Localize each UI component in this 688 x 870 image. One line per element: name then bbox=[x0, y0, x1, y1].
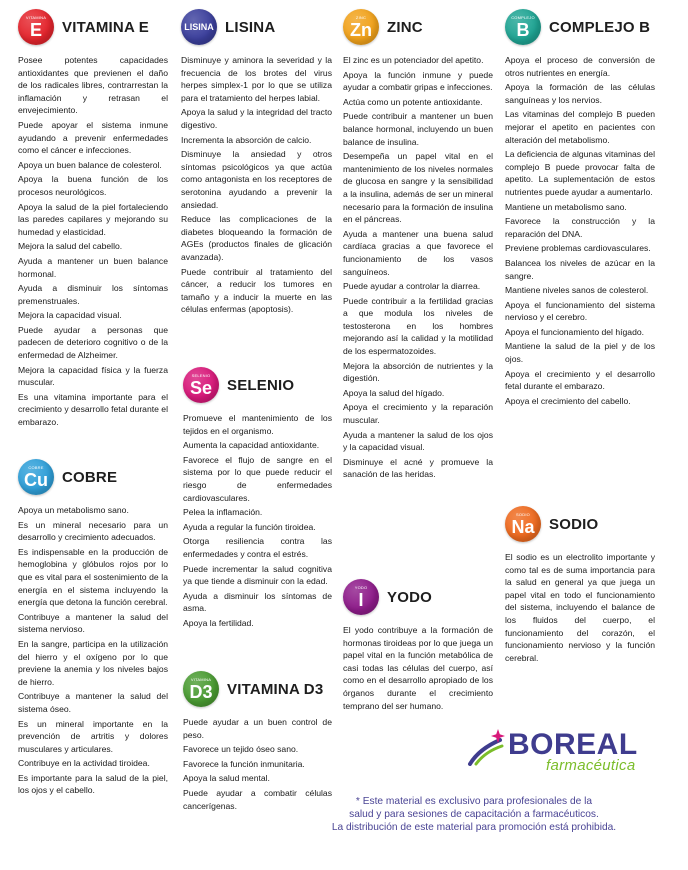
benefit-item: Apoya el funcionamiento del sistema nervioso y el cerebro. bbox=[505, 299, 655, 323]
vitamina-e-badge-icon bbox=[18, 9, 54, 45]
complejo-b-badge-symbol: B bbox=[516, 19, 530, 40]
disclaimer-line-3: La distribución de este material para promoción está prohibida. bbox=[331, 822, 617, 833]
benefit-item: Puede ayudar a personas que padecen de deterioro cognitivo o de la enfermedad de Alzheimer. bbox=[18, 324, 168, 361]
vitamina-d3-badge-symbol: D3 bbox=[189, 681, 213, 702]
section-vitamina-d3 bbox=[183, 670, 332, 814]
benefit-item: Apoya la fertilidad. bbox=[183, 617, 254, 628]
section-lisina bbox=[181, 8, 332, 318]
lisina-title: LISINA bbox=[225, 18, 276, 36]
complejo-b-badge-caption: COMPLEJO bbox=[511, 14, 535, 20]
benefit-item: Puede ayudar a controlar la diarrea. bbox=[343, 281, 481, 292]
lisina-badge-icon bbox=[181, 9, 217, 45]
lisina-badge-symbol: LISINA bbox=[184, 22, 214, 32]
benefit-item: Desempeña un papel vital en el mantenimiento de los niveles normales de glucosa en sangre y la sensibilidad a la insulina, además de ser un mineral necesario para la formación de insulina en el páncreas. bbox=[343, 151, 493, 225]
benefit-item: El yodo contribuye a la formación de hormonas tiroideas por lo que juega un papel vital en la función metabólica de casi todas las células del cuerpo, así como en el desarrollo apropiado de los órganos durante el crecimiento temprano del ser humano. bbox=[343, 625, 493, 711]
cobre-header bbox=[18, 458, 168, 496]
benefit-item: Apoya la buena función de los procesos neurológicos. bbox=[18, 174, 168, 197]
section-complejo-b bbox=[505, 8, 655, 409]
benefit-item: Puede contribuir a mantener un buen balance hormonal, incluyendo un buen balance de insulina. bbox=[343, 111, 493, 147]
sodio-badge-symbol: Na bbox=[511, 516, 535, 537]
yodo-benefits-list bbox=[343, 624, 493, 712]
benefit-item: Ayuda a mantener una buena salud cardíaca gracias a que favorece el funcionamiento de los vasos sanguíneos. bbox=[343, 228, 493, 277]
lisina-benefits-list bbox=[181, 54, 332, 316]
vitamina-e-title: VITAMINA E bbox=[62, 18, 149, 36]
sodio-badge-caption: SODIO bbox=[516, 511, 530, 517]
benefit-item: Puede apoyar el sistema inmune ayudando a prevenir enfermedades como el cáncer e infecciones. bbox=[18, 119, 168, 156]
benefit-item: Mejora la salud del cabello. bbox=[18, 241, 123, 252]
benefit-item: Puede contribuir a la fertilidad gracias a que modula los niveles de testosterona en los hombres mejorando así la calidad y la motilidad de los espermatozoides. bbox=[343, 295, 493, 357]
benefit-item: Ayuda a regular la función tiroidea. bbox=[183, 521, 316, 532]
benefit-item: Mejora la capacidad visual. bbox=[18, 310, 122, 321]
brand-name: BOREAL bbox=[508, 728, 638, 761]
boreal-logo bbox=[466, 726, 656, 776]
selenio-badge-symbol: Se bbox=[189, 377, 213, 398]
benefit-item: Contribuye en la actividad tiroidea. bbox=[18, 758, 150, 769]
benefit-item: Favorece un tejido óseo sano. bbox=[183, 744, 299, 755]
benefit-item: Ayuda a disminuir los síntomas de asma. bbox=[183, 590, 332, 614]
selenio-badge-caption: SELENIO bbox=[191, 372, 211, 378]
yodo-badge-symbol: I bbox=[358, 589, 364, 610]
benefit-item: La deficiencia de algunas vitaminas del complejo B puede provocar falta de apetito. La suplementación de estos nutrientes puede ayudar a aumentarlo. bbox=[505, 149, 655, 197]
benefit-item: Apoya la salud mental. bbox=[183, 773, 270, 784]
section-yodo bbox=[343, 578, 493, 714]
cobre-badge-caption: COBRE bbox=[28, 464, 44, 470]
section-vitamina-e bbox=[18, 8, 168, 431]
benefit-item: Es un mineral necesario para un desarrollo y crecimiento adecuados. bbox=[18, 519, 168, 543]
benefit-item: Ayuda a mantener un buen balance hormonal. bbox=[18, 255, 168, 279]
benefit-item: Puede incrementar la salud cognitiva ya que tiende a disminuir con la edad. bbox=[183, 563, 332, 587]
benefit-item: Favorece la función inmunitaria. bbox=[183, 758, 305, 769]
vitamina-e-benefits-list bbox=[18, 54, 168, 429]
vitamina-d3-badge-caption: VITAMINA bbox=[190, 676, 212, 682]
complejo-b-title: COMPLEJO B bbox=[549, 18, 651, 36]
yodo-badge-icon bbox=[343, 579, 379, 615]
benefit-item: Apoya un buen balance de colesterol. bbox=[18, 159, 162, 170]
benefit-item: Mantiene un metabolismo sano. bbox=[505, 201, 627, 212]
cobre-title: COBRE bbox=[62, 468, 118, 486]
benefit-item: Apoya el crecimiento y la reparación muscular. bbox=[343, 402, 493, 426]
benefit-item: En la sangre, participa en la utilización del hierro y el oxígeno por lo que previene la anemia y los niveles bajos de hierro. bbox=[18, 638, 168, 687]
benefit-item: Es importante para la salud de la piel, los ojos y el cabello. bbox=[18, 772, 168, 796]
benefit-item: Apoya la salud de la piel fortaleciendo las paredes capilares y mejorando su humedad y elasticidad. bbox=[18, 201, 168, 237]
benefit-item: Ayuda a mantener la salud de los ojos y la capacidad visual. bbox=[343, 429, 493, 453]
benefit-item: Disminuye el acné y promueve la sanación de las heridas. bbox=[343, 456, 493, 480]
yodo-title: YODO bbox=[387, 588, 432, 606]
selenio-header bbox=[183, 366, 332, 404]
zinc-header bbox=[343, 8, 493, 46]
vitamina-d3-header bbox=[183, 670, 332, 708]
disclaimer-line-2: salud y para sesiones de capacitación a farmacéuticos. bbox=[349, 809, 599, 820]
benefit-item: Reduce las complicaciones de la diabetes bloqueando la formación de AGEs (productos finales de glicación avanzada). bbox=[181, 214, 332, 262]
benefit-item: Ayuda a disminuir los síntomas premenstruales. bbox=[18, 283, 168, 306]
cobre-badge-icon bbox=[18, 459, 54, 495]
zinc-badge-icon bbox=[343, 9, 379, 45]
sodio-benefits-list bbox=[505, 551, 655, 664]
boreal-star-icon bbox=[466, 728, 510, 766]
benefit-item: El sodio es un electrolito importante y como tal es de suma importancia para la salud en general ya que juega un papel vital en todo el funcionamiento del sistema, incluyendo el balance de los fluidos del cuerpo, el funcionamiento del corazón, el funcionamiento nervioso y la función cerebral. bbox=[505, 552, 655, 663]
cobre-badge-symbol: Cu bbox=[24, 469, 48, 490]
benefit-item: Puede ayudar a combatir células cancerígenas. bbox=[183, 787, 332, 811]
vitamina-e-header bbox=[18, 8, 168, 46]
vitamina-e-badge-symbol: E bbox=[29, 19, 42, 40]
benefit-item: Apoya la salud del hígado. bbox=[343, 387, 445, 398]
yodo-badge-caption: YODO bbox=[354, 584, 368, 590]
benefit-item: Es una vitamina importante para el crecimiento y desarrollo fetal durante el embarazo. bbox=[18, 391, 168, 428]
benefit-item: Contribuye a mantener la salud del sistema óseo. bbox=[18, 691, 168, 714]
benefit-item: Previene problemas cardiovasculares. bbox=[505, 243, 651, 254]
benefit-item: Posee potentes capacidades antioxidantes que previenen el daño de los radicales libres, contrarrestan la inflamación y retrasan el envejecimiento. bbox=[18, 55, 168, 116]
benefit-item: Incrementa la absorción de calcio. bbox=[181, 134, 312, 145]
benefit-item: Apoya el crecimiento y el desarrollo fetal durante el embarazo. bbox=[505, 368, 655, 392]
benefit-item: Contribuye a mantener la salud del sistema nervioso. bbox=[18, 611, 168, 635]
benefit-item: Apoya el crecimiento del cabello. bbox=[505, 395, 631, 406]
benefit-item: Pelea la inflamación. bbox=[183, 507, 263, 518]
section-zinc bbox=[343, 8, 493, 483]
sodio-title: SODIO bbox=[549, 515, 599, 533]
section-selenio bbox=[183, 366, 332, 632]
benefit-item: Apoya la salud y la integridad del tracto digestivo. bbox=[181, 107, 332, 130]
benefit-item: Apoya el proceso de conversión de otros nutrientes en energía. bbox=[505, 55, 655, 78]
benefit-item: Es un mineral importante en la prevención de artritis y dolores musculares y articulares. bbox=[18, 718, 168, 754]
selenio-title: SELENIO bbox=[227, 376, 295, 394]
yodo-header bbox=[343, 578, 493, 616]
selenio-benefits-list bbox=[183, 412, 332, 630]
benefit-item: Promueve el mantenimiento de los tejidos en el organismo. bbox=[183, 413, 332, 436]
sodio-badge-icon bbox=[505, 506, 541, 542]
complejo-b-benefits-list bbox=[505, 54, 655, 407]
benefit-item: Mantiene niveles sanos de colesterol. bbox=[505, 285, 649, 296]
cobre-benefits-list bbox=[18, 504, 168, 797]
brand-subtitle: farmacéutica bbox=[546, 757, 636, 774]
zinc-title: ZINC bbox=[387, 18, 423, 36]
sodio-header bbox=[505, 505, 655, 543]
benefit-item: Mejora la capacidad física y la fuerza muscular. bbox=[18, 364, 168, 388]
zinc-benefits-list bbox=[343, 54, 493, 481]
benefit-item: Apoya la formación de las células sanguíneas y los nervios. bbox=[505, 82, 655, 105]
zinc-badge-symbol: Zn bbox=[350, 19, 372, 40]
vitamina-d3-badge-icon bbox=[183, 671, 219, 707]
vitamina-e-badge-caption: VITAMINA bbox=[25, 14, 47, 20]
benefit-item: Mantiene la salud de la piel y de los ojos. bbox=[505, 341, 655, 365]
disclaimer-line-1: * Este material es exclusivo para profesionales de la bbox=[355, 796, 593, 807]
lisina-header bbox=[181, 8, 332, 46]
benefit-item: Mejora la absorción de nutrientes y la digestión. bbox=[343, 360, 493, 384]
benefit-item: Es indispensable en la producción de hemoglobina y glóbulos rojos por lo que es vital para el sostenimiento de la energía en el sistema incluyendo la energía que detona la función cerebral. bbox=[18, 546, 168, 608]
benefit-item: El zinc es un potenciador del apetito. bbox=[343, 55, 484, 65]
complejo-b-badge-icon bbox=[505, 9, 541, 45]
benefit-item: Actúa como un potente antioxidante. bbox=[343, 96, 483, 107]
benefit-item: Apoya el funcionamiento del hígado. bbox=[505, 326, 645, 337]
benefit-item: Puede contribuir al tratamiento del cáncer, a reducir los tumores en tamaño y a inducir la muerte en las células enfermas (apoptosis). bbox=[181, 266, 332, 315]
benefit-item: Otorga resiliencia contra las enfermedades y contra el estrés. bbox=[183, 536, 332, 559]
benefit-item: Favorece la construcción y la reparación del DNA. bbox=[505, 216, 655, 239]
benefit-item: Las vitaminas del complejo B pueden mejorar el apetito en pacientes con alteración del metabolismo. bbox=[505, 109, 655, 145]
vitamina-d3-title: VITAMINA D3 bbox=[227, 680, 324, 698]
benefit-item: Apoya un metabolismo sano. bbox=[18, 505, 129, 515]
benefit-item: Balancea los niveles de azúcar en la sangre. bbox=[505, 257, 655, 281]
benefit-item: Disminuye la ansiedad y otros síntomas psicológicos ya que actúa como antagonista en los receptores de serotonina ayudando a prevenir la ansiedad. bbox=[181, 149, 332, 210]
benefit-item: Disminuye y aminora la severidad y la frecuencia de los brotes del virus herpes simplex-1 por lo que se utiliza para el tratamiento del herpes labial. bbox=[181, 55, 332, 103]
benefit-item: Favorece el flujo de sangre en el sistema por lo que puede reducir el riesgo de enfermedades cardiovasculares. bbox=[183, 454, 332, 503]
benefit-item: Aumenta la capacidad antioxidante. bbox=[183, 440, 320, 451]
benefit-item: Puede ayudar a un buen control de peso. bbox=[183, 717, 332, 740]
selenio-badge-icon bbox=[183, 367, 219, 403]
complejo-b-header bbox=[505, 8, 655, 46]
section-sodio bbox=[505, 505, 655, 666]
section-cobre bbox=[18, 458, 168, 799]
zinc-badge-caption: ZINC bbox=[355, 14, 367, 20]
disclaimer bbox=[300, 795, 648, 834]
benefit-item: Apoya la función inmune y puede ayudar a combatir gripas e infecciones. bbox=[343, 69, 493, 93]
